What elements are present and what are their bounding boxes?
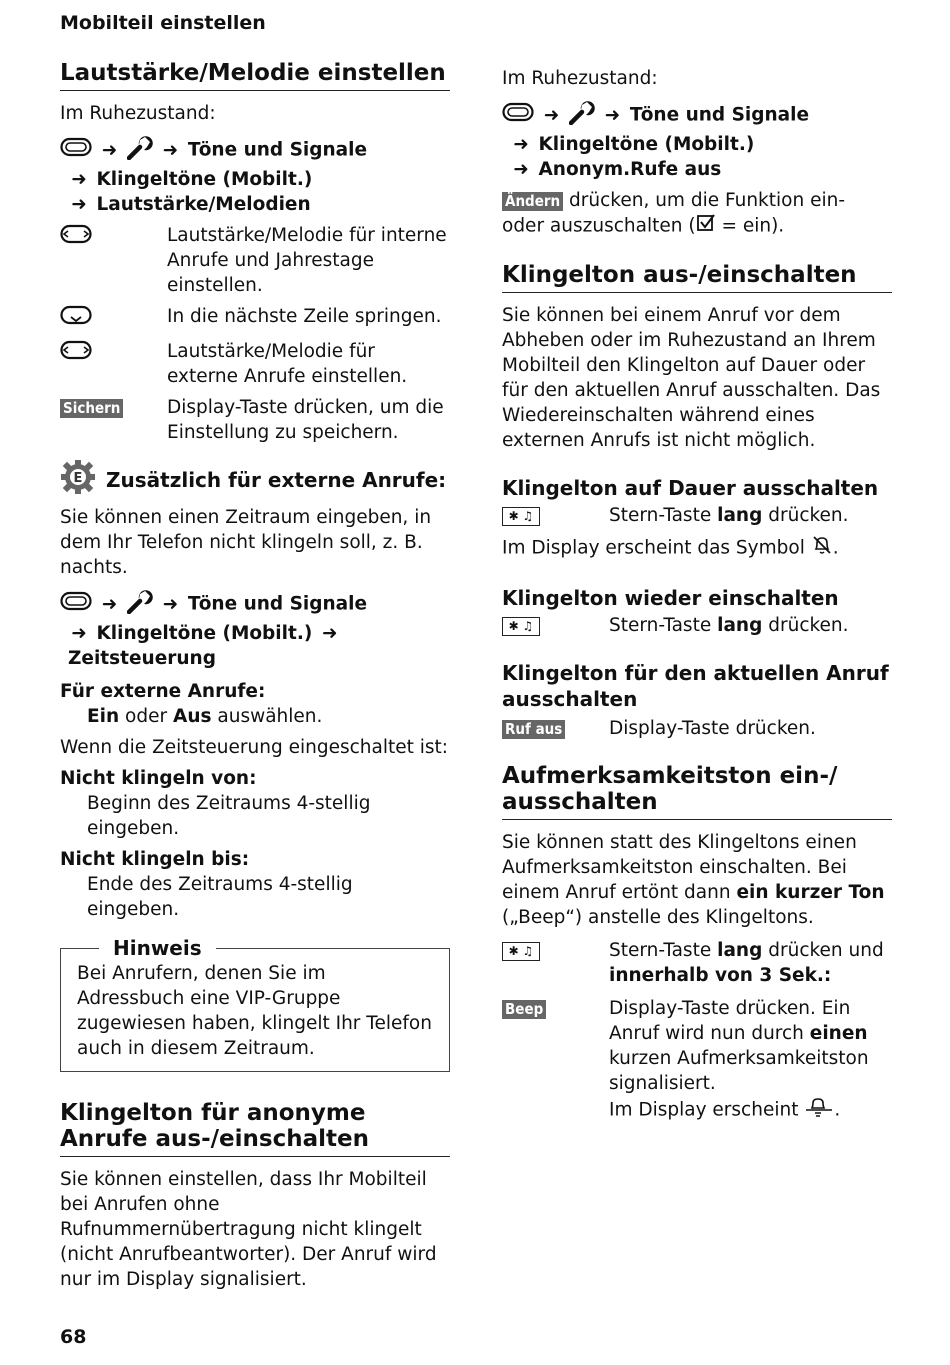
section-text-anonymous: Sie können einstellen, dass Ihr Mobilteil bei Anrufen ohne Rufnummernübertragung nicht klingelt (nicht Anrufbeantworter). Der Anruf wird nur im Display signalisiert.: [60, 1169, 437, 1290]
right-column: [502, 66, 892, 1125]
step-row: [60, 395, 450, 445]
bell-off-icon: [811, 534, 833, 563]
condition-text: Wenn die Zeitsteuerung eingeschaltet ist:: [60, 737, 448, 758]
star-key-icon: ✱ ♫: [502, 617, 540, 636]
section-title-ringtone: Klingelton aus-/einschalten: [502, 262, 892, 293]
step-row: ✱ ♫ Stern-Taste lang drücken.: [502, 613, 892, 638]
option-label: Nicht klingeln von:: [60, 768, 257, 789]
softkey-ruf-aus: Ruf aus: [502, 720, 565, 739]
menu-path-line2: [60, 621, 450, 671]
change-text: Ändern drücken, um die Funktion ein- oder auszuschalten ( = ein).: [502, 188, 892, 240]
page-number: 68: [60, 1326, 87, 1348]
option-value: Ende des Zeitraums 4-stellig eingeben.: [87, 874, 353, 920]
option-value: Ein oder Aus auswählen.: [87, 706, 323, 727]
option-label: Nicht klingeln bis:: [60, 849, 250, 870]
menu-item-zeitsteuerung: Zeitsteuerung: [68, 648, 216, 669]
step-text: Lautstärke/Melodie für externe Anrufe einstellen.: [167, 341, 408, 387]
extended-title: Zusätzlich für externe Anrufe:: [106, 468, 447, 492]
wrench-icon: [569, 99, 595, 132]
navigation-key-icon: [60, 136, 92, 165]
section-title-attention: Aufmerksamkeitston ein-/ ausschalten: [502, 763, 892, 820]
step-row: [60, 223, 450, 298]
arrow-right-icon: ➜: [101, 139, 118, 161]
note-title: Hinweis: [99, 935, 216, 961]
note-text: Bei Anrufern, denen Sie im Adressbuch eine VIP-Gruppe zugewiesen haben, klingelt Ihr Telefon auch in diesem Zeitraum.: [77, 963, 432, 1059]
extended-text: Sie können einen Zeitraum eingeben, in dem Ihr Telefon nicht klingeln soll, z. B. nachts.: [60, 507, 432, 578]
arrow-right-icon: ➜: [101, 593, 118, 615]
softkey-beep: Beep: [502, 1000, 546, 1019]
arrow-right-icon: ➜: [513, 134, 529, 155]
star-key-icon: ✱ ♫: [502, 507, 540, 526]
running-header: Mobilteil einstellen: [60, 12, 266, 34]
display-text: Im Display erscheint das Symbol .: [502, 534, 892, 563]
softkey-aendern: Ändern: [502, 192, 563, 211]
wrench-icon: [127, 588, 153, 621]
menu-item-toene: Töne und Signale: [187, 139, 368, 161]
wrench-icon: [127, 134, 153, 167]
arrow-right-icon: ➜: [162, 593, 179, 615]
option-value: Beginn des Zeitraums 4-stellig eingeben.: [87, 793, 371, 839]
navigation-key-icon: [60, 339, 92, 368]
navigation-key-icon: [60, 590, 92, 619]
navigation-key-icon: [502, 101, 534, 130]
menu-path-line3: [502, 157, 892, 182]
section-title-volume: Lautstärke/Melodie einstellen: [60, 60, 450, 91]
option-label: Für externe Anrufe:: [60, 681, 266, 702]
arrow-right-icon: ➜: [162, 139, 179, 161]
menu-path-volume: [60, 134, 450, 167]
menu-path-anonymous: [502, 99, 892, 132]
section-text-attention: Sie können statt des Klingeltons einen Aufmerksamkeitston einschalten. Bei einem Anruf ertönt dann ein kurzer Ton („Beep“) anstelle des Klingeltons.: [502, 832, 885, 928]
idle-label: Im Ruhezustand:: [502, 68, 658, 89]
beep-icon: [804, 1096, 834, 1125]
menu-path-line3: [60, 192, 450, 217]
idle-label: Im Ruhezustand:: [60, 103, 216, 124]
arrow-right-icon: ➜: [543, 104, 560, 126]
arrow-right-icon: ➜: [513, 159, 529, 180]
arrow-right-icon: ➜: [322, 623, 338, 644]
menu-item-klingeltoene: Klingeltöne (Mobilt.): [538, 134, 755, 155]
checkbox-checked-icon: [696, 213, 716, 240]
menu-item-toene: Töne und Signale: [629, 104, 810, 126]
menu-item-lautstaerke: Lautstärke/Melodien: [96, 194, 311, 215]
menu-item-klingeltoene: Klingeltöne (Mobilt.): [96, 623, 313, 644]
menu-path-time: [60, 588, 450, 621]
extended-heading: [60, 459, 450, 501]
arrow-right-icon: ➜: [71, 169, 87, 190]
step-row: ✱ ♫ Stern-Taste lang drücken.: [502, 503, 892, 528]
star-key-icon: ✱ ♫: [502, 942, 540, 961]
left-column: [60, 60, 450, 1292]
arrow-right-icon: ➜: [71, 194, 87, 215]
arrow-right-icon: ➜: [604, 104, 621, 126]
menu-item-klingeltoene: Klingeltöne (Mobilt.): [96, 169, 313, 190]
step-row: Beep Display-Taste drücken. Ein Anruf wird nun durch einen kurzen Aufmerksamkeitston signalisiert. Im Display erscheint .: [502, 996, 892, 1125]
step-text: In die nächste Zeile springen.: [167, 306, 442, 327]
step-text: Display-Taste drücken, um die Einstellung zu speichern.: [167, 397, 444, 443]
navigation-key-icon: [60, 223, 92, 252]
section-title-anonymous: Klingelton für anonyme Anrufe aus-/einschalten: [60, 1100, 450, 1157]
subsection-title-reenable: Klingelton wieder einschalten: [502, 586, 839, 610]
note-box: [60, 936, 450, 1072]
step-row: [60, 339, 450, 389]
menu-path-line2: [60, 167, 450, 192]
step-row: Ruf aus Display-Taste drücken.: [502, 716, 892, 741]
svg-text:E: E: [73, 471, 83, 486]
menu-path-line2: [502, 132, 892, 157]
step-text: Lautstärke/Melodie für interne Anrufe und Jahrestage einstellen.: [167, 225, 447, 296]
extended-feature-icon: [60, 459, 96, 501]
step-row: ✱ ♫ Stern-Taste lang drücken und innerhalb von 3 Sek.:: [502, 938, 892, 988]
subsection-title-permanent: Klingelton auf Dauer ausschalten: [502, 476, 879, 500]
subsection-title-current: Klingelton für den aktuellen Anruf ausschalten: [502, 661, 889, 711]
menu-item-toene: Töne und Signale: [187, 593, 368, 615]
softkey-sichern: Sichern: [60, 399, 123, 418]
section-text-ringtone: Sie können bei einem Anruf vor dem Abheben oder im Ruhezustand an Ihrem Mobilteil den Klingelton auf Dauer oder für den aktuellen Anruf ausschalten. Das Wiedereinschalten während eines externen Anrufs ist nicht möglich.: [502, 305, 881, 451]
menu-item-anonym: Anonym.Rufe aus: [538, 159, 722, 180]
step-row: [60, 304, 450, 333]
arrow-right-icon: ➜: [71, 623, 87, 644]
navigation-key-icon: [60, 304, 92, 333]
